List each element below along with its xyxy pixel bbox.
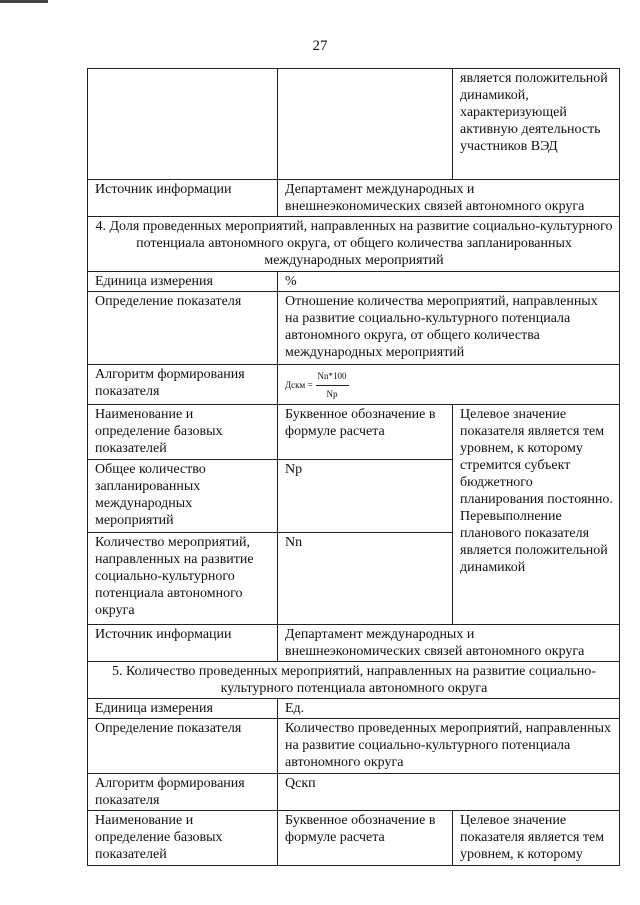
page-number: 27: [312, 38, 328, 54]
definition-value: Количество проведенных мероприятий, направленных на развитие социально-культурного потенциала автономного округа: [278, 719, 620, 774]
table-row: [88, 365, 620, 405]
empty-cell: [278, 69, 453, 180]
table-row: [88, 180, 620, 217]
base-row-label: Количество мероприятий, направленных на развитие социально-культурного потенциала автономного округа: [88, 533, 278, 625]
table-row: [88, 69, 620, 180]
algorithm-label: Алгоритм формирования показателя: [88, 365, 278, 405]
unit-label: Единица измерения: [88, 272, 278, 292]
table-row: [88, 699, 620, 719]
base-row-letter: Np: [278, 460, 453, 533]
indicators-table: [87, 68, 620, 866]
indicator-4-title: 4. Доля проведенных мероприятий, направленных на развитие социально-культурного потенциала автономного округа, от общего количества запланированных международных мероприятий: [88, 217, 620, 272]
table-row: [88, 405, 620, 460]
source-value: Департамент международных и внешнеэкономических связей автономного округа: [278, 625, 620, 662]
source-label: Источник информации: [88, 625, 278, 662]
definition-label: Определение показателя: [88, 292, 278, 365]
table-row: [88, 662, 620, 699]
base-indicators-label: Наименование и определение базовых показателей: [88, 811, 278, 866]
source-value: Департамент международных и внешнеэкономических связей автономного округа: [278, 180, 620, 217]
algorithm-formula: [278, 365, 620, 405]
letter-designation-header: Буквенное обозначение в формуле расчета: [278, 811, 453, 866]
definition-label: Определение показателя: [88, 719, 278, 774]
empty-cell: [88, 69, 278, 180]
table-row: [88, 774, 620, 811]
table-row: [88, 272, 620, 292]
formula-fraction: [316, 368, 349, 403]
formula-numerator: Nn*100: [316, 368, 349, 386]
table-row: [88, 811, 620, 866]
source-label: Источник информации: [88, 180, 278, 217]
algorithm-value: Qскп: [278, 774, 620, 811]
unit-value: Ед.: [278, 699, 620, 719]
table-row: [88, 292, 620, 365]
scan-mark: [0, 0, 48, 3]
formula: [285, 366, 349, 403]
formula-lhs: Дскм =: [285, 380, 313, 390]
target-value-text: Целевое значение показателя является тем уровнем, к которому стремится субъект бюджетного планирования постоянно. Перевыполнение планового показателя является положительной динамикой: [453, 405, 620, 625]
positive-dynamics-note: является положительной динамикой, характеризующей активную деятельность участников ВЭД: [453, 69, 620, 180]
indicator-5-title: 5. Количество проведенных мероприятий, направленных на развитие социально-культурного потенциала автономного округа: [88, 662, 620, 699]
unit-label: Единица измерения: [88, 699, 278, 719]
base-row-letter: Nn: [278, 533, 453, 625]
table-row: [88, 719, 620, 774]
table-row: [88, 217, 620, 272]
base-indicators-label: Наименование и определение базовых показателей: [88, 405, 278, 460]
definition-value: Отношение количества мероприятий, направленных на развитие социально-культурного потенциала автономного округа, от общего количества международных мероприятий: [278, 292, 620, 365]
base-row-label: Общее количество запланированных международных мероприятий: [88, 460, 278, 533]
target-value-text: Целевое значение показателя является тем уровнем, к которому: [453, 811, 620, 866]
algorithm-label: Алгоритм формирования показателя: [88, 774, 278, 811]
table-row: [88, 625, 620, 662]
formula-denominator: Np: [326, 389, 338, 399]
unit-value: %: [278, 272, 620, 292]
letter-designation-header: Буквенное обозначение в формуле расчета: [278, 405, 453, 460]
